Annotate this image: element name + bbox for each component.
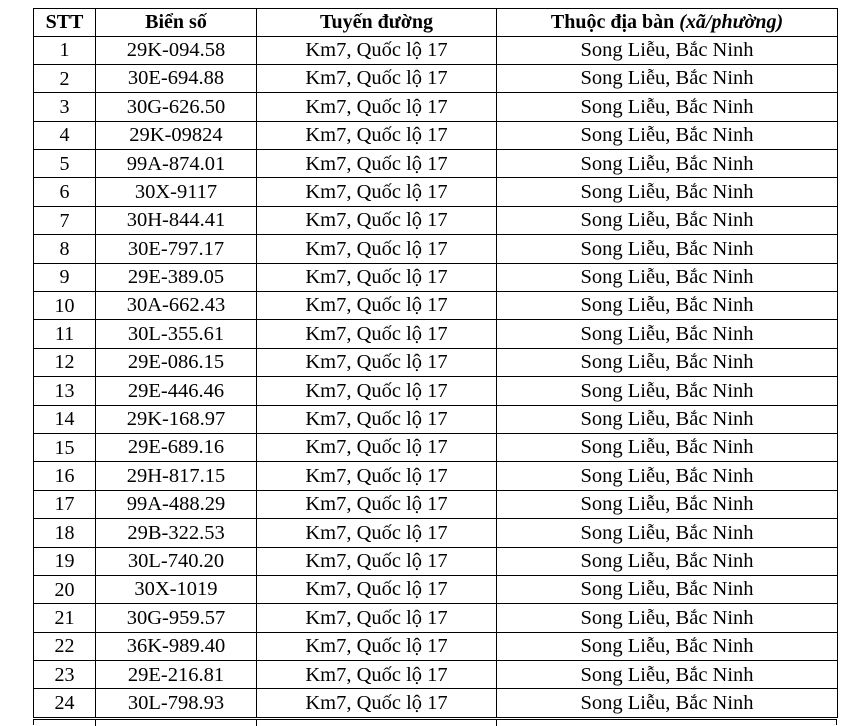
table-row [34,689,838,717]
cell-area: Song Liễu, Bắc Ninh [497,604,838,632]
cell-road: Km7, Quốc lộ 17 [257,320,497,348]
cell-area: Song Liễu, Bắc Ninh [497,405,838,433]
table-row [34,178,838,206]
cell-stt: 15 [34,433,96,461]
cell-road: Km7, Quốc lộ 17 [257,575,497,603]
header-area [497,9,838,37]
cell-area: Song Liễu, Bắc Ninh [497,661,838,689]
cell-road: Km7, Quốc lộ 17 [257,632,497,660]
table-body [34,36,838,717]
cell-stt: 22 [34,632,96,660]
cell-plate: 29B-322.53 [96,519,257,547]
cell-area: Song Liễu, Bắc Ninh [497,150,838,178]
table-row [34,150,838,178]
cell-area: Song Liễu, Bắc Ninh [497,433,838,461]
cell-plate: 29E-216.81 [96,661,257,689]
header-road: Tuyến đường [257,9,497,37]
cell-road: Km7, Quốc lộ 17 [257,519,497,547]
cell-stt: 16 [34,462,96,490]
vehicle-plate-table [33,8,838,718]
cell-stt: 24 [34,689,96,717]
cell-road: Km7, Quốc lộ 17 [257,206,497,234]
cell-road: Km7, Quốc lộ 17 [257,490,497,518]
cell-road: Km7, Quốc lộ 17 [257,150,497,178]
cell-area: Song Liễu, Bắc Ninh [497,292,838,320]
cell-road: Km7, Quốc lộ 17 [257,235,497,263]
header-stt: STT [34,9,96,37]
cell-area: Song Liễu, Bắc Ninh [497,64,838,92]
cell-stt: 9 [34,263,96,291]
cell-road: Km7, Quốc lộ 17 [257,348,497,376]
cell-area: Song Liễu, Bắc Ninh [497,36,838,64]
cell-stt: 13 [34,377,96,405]
table-header [34,9,838,37]
cell-plate: 99A-488.29 [96,490,257,518]
cell-plate: 29E-689.16 [96,433,257,461]
cell-road: Km7, Quốc lộ 17 [257,462,497,490]
cell-road: Km7, Quốc lộ 17 [257,689,497,717]
table-row [34,121,838,149]
cell-stt: 3 [34,93,96,121]
cell-road: Km7, Quốc lộ 17 [257,93,497,121]
cell-plate: 29E-389.05 [96,263,257,291]
table-row [34,93,838,121]
cell-road: Km7, Quốc lộ 17 [257,36,497,64]
header-row [34,9,838,37]
cell-plate: 30A-662.43 [96,292,257,320]
table-row [34,377,838,405]
cell-plate: 29E-446.46 [96,377,257,405]
cell-road: Km7, Quốc lộ 17 [257,263,497,291]
cell-area: Song Liễu, Bắc Ninh [497,348,838,376]
cell-stt: 7 [34,206,96,234]
cell-plate: 30L-798.93 [96,689,257,717]
cell-area: Song Liễu, Bắc Ninh [497,235,838,263]
cell-plate: 29K-09824 [96,121,257,149]
cell-stt: 5 [34,150,96,178]
cell-stt: 17 [34,490,96,518]
cell-stt: 6 [34,178,96,206]
table-row [34,348,838,376]
table-row [34,292,838,320]
cell-stt: 2 [34,64,96,92]
cell-area: Song Liễu, Bắc Ninh [497,547,838,575]
cell-road: Km7, Quốc lộ 17 [257,604,497,632]
cell-plate: 29E-086.15 [96,348,257,376]
cell-road: Km7, Quốc lộ 17 [257,377,497,405]
cell-stt: 12 [34,348,96,376]
cell-stt: 8 [34,235,96,263]
cell-road: Km7, Quốc lộ 17 [257,292,497,320]
cell-plate: 30E-797.17 [96,235,257,263]
table-row [34,235,838,263]
cell-area: Song Liễu, Bắc Ninh [497,320,838,348]
cell-stt: 19 [34,547,96,575]
cell-stt: 20 [34,575,96,603]
cell-plate: 30H-844.41 [96,206,257,234]
cell-stt: 14 [34,405,96,433]
table-row [34,263,838,291]
cell-area: Song Liễu, Bắc Ninh [497,263,838,291]
cell-area: Song Liễu, Bắc Ninh [497,178,838,206]
table-row [34,519,838,547]
cell-area: Song Liễu, Bắc Ninh [497,575,838,603]
table-row [34,462,838,490]
cell-plate: 29H-817.15 [96,462,257,490]
cell-plate: 30X-1019 [96,575,257,603]
cell-road: Km7, Quốc lộ 17 [257,64,497,92]
cell-plate: 30L-355.61 [96,320,257,348]
header-plate: Biển số [96,9,257,37]
cell-plate: 30E-694.88 [96,64,257,92]
cell-plate: 30G-959.57 [96,604,257,632]
table-row [34,575,838,603]
cell-stt: 18 [34,519,96,547]
cell-road: Km7, Quốc lộ 17 [257,405,497,433]
cell-road: Km7, Quốc lộ 17 [257,121,497,149]
cell-area: Song Liễu, Bắc Ninh [497,689,838,717]
cell-area: Song Liễu, Bắc Ninh [497,377,838,405]
cell-area: Song Liễu, Bắc Ninh [497,462,838,490]
table-row [34,632,838,660]
cell-plate: 36K-989.40 [96,632,257,660]
cell-plate: 30L-740.20 [96,547,257,575]
table-row [34,36,838,64]
cell-area: Song Liễu, Bắc Ninh [497,519,838,547]
cell-road: Km7, Quốc lộ 17 [257,433,497,461]
header-area-note: (xã/phường) [679,11,784,34]
cell-road: Km7, Quốc lộ 17 [257,661,497,689]
document-page [33,8,841,718]
table-row [34,604,838,632]
cell-road: Km7, Quốc lộ 17 [257,547,497,575]
cell-area: Song Liễu, Bắc Ninh [497,121,838,149]
cell-road: Km7, Quốc lộ 17 [257,178,497,206]
table-row [34,547,838,575]
table-row [34,206,838,234]
cell-stt: 21 [34,604,96,632]
cell-plate: 99A-874.01 [96,150,257,178]
cell-stt: 11 [34,320,96,348]
table-row [34,320,838,348]
cell-area: Song Liễu, Bắc Ninh [497,632,838,660]
cell-plate: 30G-626.50 [96,93,257,121]
cell-area: Song Liễu, Bắc Ninh [497,93,838,121]
cell-plate: 30X-9117 [96,178,257,206]
table-row [34,64,838,92]
header-area-label: Thuộc địa bàn [550,11,680,34]
table-row [34,433,838,461]
cell-plate: 29K-168.97 [96,405,257,433]
cell-stt: 23 [34,661,96,689]
cell-plate: 29K-094.58 [96,36,257,64]
cell-area: Song Liễu, Bắc Ninh [497,490,838,518]
cell-stt: 10 [34,292,96,320]
table-row [34,490,838,518]
table-continuation-edge [33,719,837,725]
cell-stt: 1 [34,36,96,64]
table-row [34,661,838,689]
table-row [34,405,838,433]
cell-area: Song Liễu, Bắc Ninh [497,206,838,234]
cell-stt: 4 [34,121,96,149]
